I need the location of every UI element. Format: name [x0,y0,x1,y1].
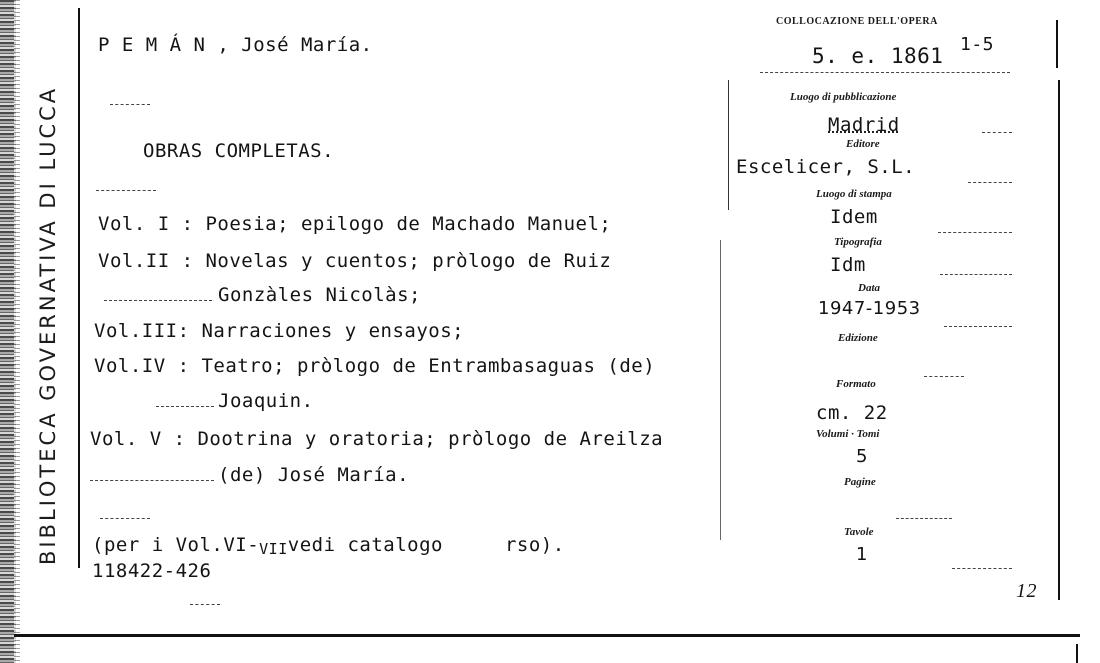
right-rule [1058,80,1060,600]
volume-line: Vol.II : Novelas y cuentos; pròlogo de Ruiz [98,250,612,272]
data-value: 1947-1953 [818,298,921,319]
field-rule [952,568,1012,569]
volumes-range: 1-5 [960,34,995,55]
card-bottom-border [14,634,1080,637]
tipografia-label: Tipografia [834,236,882,248]
sidebar-divider-low [720,240,721,540]
tipografia-value: Idm [830,254,866,276]
left-rule [78,8,80,568]
volume-line: Vol. I : Poesia; epilogo de Machado Manuel; [98,213,612,235]
collocazione-label: COLLOCAZIONE DELL'OPERA [776,16,938,27]
editore-value: Escelicer, S.L. [736,156,916,178]
tavole-value: 1 [856,544,868,565]
field-rule [968,182,1012,183]
note-part: rso). [504,534,565,556]
scan-edge-inner [14,0,20,663]
luogo-stampa-label: Luogo di stampa [816,188,892,200]
work-title: OBRAS COMPLETAS. [143,140,335,162]
formato-value: cm. 22 [816,402,888,424]
note-part: vedi catalogo [287,534,443,556]
field-rule [982,132,1012,133]
title-rule [96,190,156,191]
catalogue-note [92,534,565,556]
data-label: Data [858,282,880,294]
volume-line: (de) José María. [218,464,410,486]
inventory-number: 118422-426 [92,560,212,582]
volume-line: Vol.IV : Teatro; pròlogo de Entrambasaguas (de) [94,355,656,377]
formato-label: Formato [836,378,876,390]
luogo-stampa-value: Idem [830,206,878,228]
continuation-dash [104,300,212,301]
field-rule [896,518,952,519]
continuation-dash [156,406,214,407]
luogo-pubblicazione-label: Luogo di pubblicazione [790,91,897,103]
shelfmark: 5. e. 1861 [812,44,944,68]
right-rule-top [1056,20,1058,68]
edizione-label: Edizione [838,332,878,344]
volumi-value: 5 [856,446,868,467]
shelfmark-underline [760,72,1010,73]
header-rule [110,104,150,105]
pagine-label: Pagine [844,476,876,488]
continuation-dash [90,480,214,481]
volume-line: Gonzàles Nicolàs; [218,284,421,306]
volumi-label: Volumi · Tomi [816,428,880,440]
volume-line: Vol.III: Narraciones y ensayos; [94,320,465,342]
bottom-right-tick [1076,644,1078,663]
note-part: VII [259,540,288,558]
field-rule [924,376,964,377]
author-heading: P E M Á N , José María. [98,34,373,56]
corner-mark: 12 [1016,580,1037,602]
volume-line: Joaquin. [218,390,314,412]
volume-line: Vol. V : Dootrina y oratoria; pròlogo de Areilza [90,428,664,450]
bottom-dash [190,604,220,605]
sidebar-divider [728,80,729,210]
editore-label: Editore [846,138,880,150]
library-stamp: BIBLIOTECA GOVERNATIVA DI LUCCA [36,85,60,565]
luogo-pubblicazione-value: Madrid [828,114,900,136]
note-part: (per i Vol.VI- [92,534,260,556]
field-rule [940,274,1012,275]
field-rule [944,326,1012,327]
section-rule [100,518,150,519]
tavole-label: Tavole [844,526,874,538]
field-rule [938,232,1012,233]
